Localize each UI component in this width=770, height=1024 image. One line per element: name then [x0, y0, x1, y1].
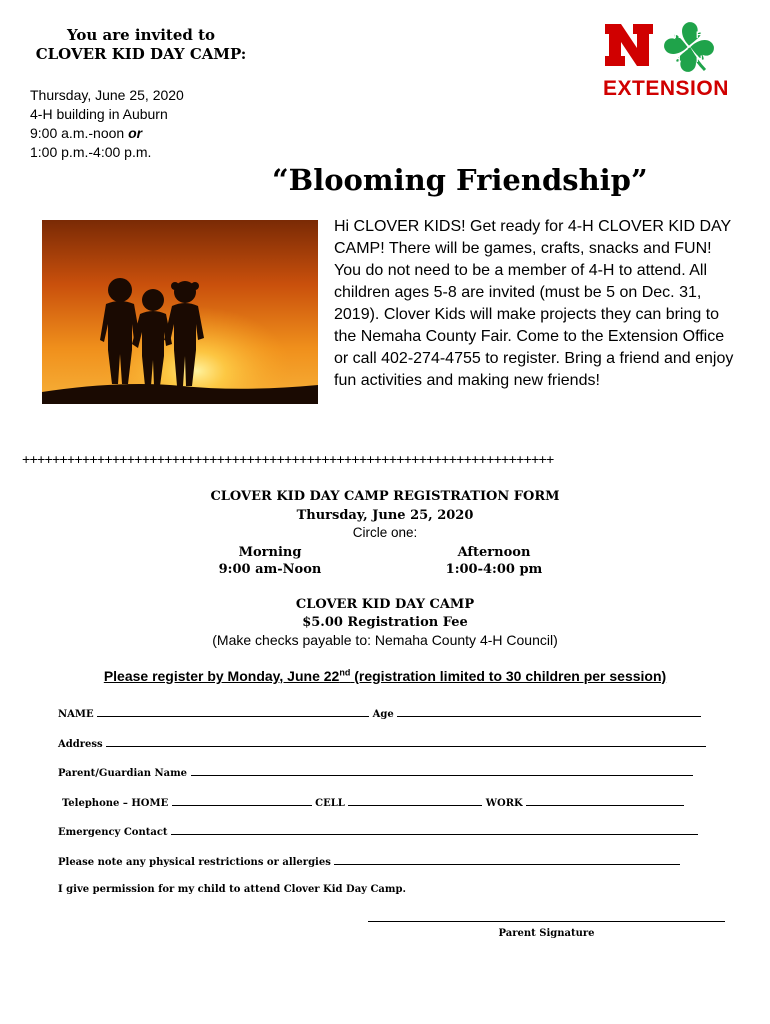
event-location: 4-H building in Auburn [30, 106, 168, 122]
permission-statement: I give permission for my child to attend Clover Kid Day Camp. [58, 884, 406, 895]
circle-one-label: Circle one: [352, 525, 418, 540]
nebraska-extension-logo [603, 22, 729, 102]
camp-name: CLOVER KID DAY CAMP [295, 597, 475, 612]
home-phone-field[interactable] [172, 796, 312, 806]
payable-note: (Make checks payable to: Nemaha County 4-H Council) [212, 632, 558, 648]
register-by-text: Please register by Monday, June 22 [103, 667, 340, 684]
svg-text:H: H [696, 54, 703, 64]
extension-wordmark: EXTENSION [603, 77, 729, 100]
afternoon-time: 1:00-4:00 pm [445, 562, 543, 577]
cell-phone-field[interactable] [348, 796, 482, 806]
register-by-sup: nd [339, 667, 351, 677]
age-field[interactable] [397, 707, 701, 717]
work-phone-field[interactable] [526, 796, 684, 806]
restrictions-row [58, 855, 680, 868]
event-morning-time [30, 124, 184, 143]
invite-line-1: You are invited to [66, 26, 216, 44]
register-deadline [0, 667, 770, 684]
morning-session-option[interactable] [170, 544, 370, 578]
page-title: “Blooming Friendship” [272, 163, 648, 197]
signature-label: Parent Signature [498, 928, 595, 939]
signature-line[interactable] [368, 921, 725, 922]
restrictions-field[interactable] [334, 855, 680, 865]
separator-line: +++++++++++++++++++++++++++++++++++++++++++++++++++++++++++++++++++++++ [22, 452, 554, 468]
morning-time-text: 9:00 a.m.-noon [30, 125, 125, 141]
afternoon-label: Afternoon [457, 545, 531, 560]
afternoon-session-option[interactable] [394, 544, 594, 578]
emergency-row [58, 825, 698, 838]
event-details [30, 86, 184, 162]
svg-text:H: H [674, 30, 681, 40]
work-label: WORK [485, 798, 523, 809]
age-label: Age [372, 709, 394, 720]
parent-row [58, 766, 693, 779]
address-row [58, 737, 706, 750]
svg-text:H: H [674, 54, 681, 64]
restrictions-label: Please note any physical restrictions or allergies [58, 857, 331, 868]
form-date: Thursday, June 25, 2020 [296, 508, 474, 523]
morning-label: Morning [238, 545, 302, 560]
or-text: or [128, 125, 143, 141]
name-row [58, 707, 701, 720]
event-date: Thursday, June 25, 2020 [30, 87, 184, 103]
emergency-label: Emergency Contact [58, 827, 168, 838]
name-field[interactable] [97, 707, 369, 717]
parent-label: Parent/Guardian Name [58, 768, 188, 779]
parent-field[interactable] [191, 766, 693, 776]
emergency-contact-field[interactable] [171, 825, 698, 835]
cell-label: CELL [315, 798, 345, 809]
event-afternoon-time: 1:00 p.m.-4:00 p.m. [30, 144, 152, 160]
register-limit-text: (registration limited to 30 children per session) [350, 667, 667, 684]
name-label: NAME [58, 709, 94, 720]
svg-text:H: H [696, 30, 703, 40]
nebraska-n-icon [603, 22, 655, 68]
telephone-row [62, 796, 684, 809]
invite-line-2: CLOVER KID DAY CAMP: [35, 45, 247, 63]
registration-fee: $5.00 Registration Fee [302, 615, 468, 630]
register-deadline-text [104, 668, 666, 684]
telephone-home-label: Telephone – HOME [62, 798, 169, 809]
form-title: CLOVER KID DAY CAMP REGISTRATION FORM [210, 489, 560, 504]
four-h-clover-icon [663, 22, 715, 72]
intro-paragraph: Hi CLOVER KIDS! Get ready for 4-H CLOVER KID DAY CAMP! There will be games, crafts, snacks and FUN! You do not need to be a member of 4-H to attend. All children ages 5-8 are invited (must be 5 on Dec. 31, 2019). Clover Kids will make projects they can bring to the Nemaha County Fair. Come to the Extension Office or call 402-274-4755 to register. Bring a friend and enjoy fun activities and making new friends! [334, 218, 734, 389]
address-label: Address [58, 739, 103, 750]
address-field[interactable] [106, 737, 706, 747]
morning-time: 9:00 am-Noon [218, 562, 322, 577]
children-sunset-photo [42, 220, 318, 404]
invite-heading [0, 26, 282, 64]
